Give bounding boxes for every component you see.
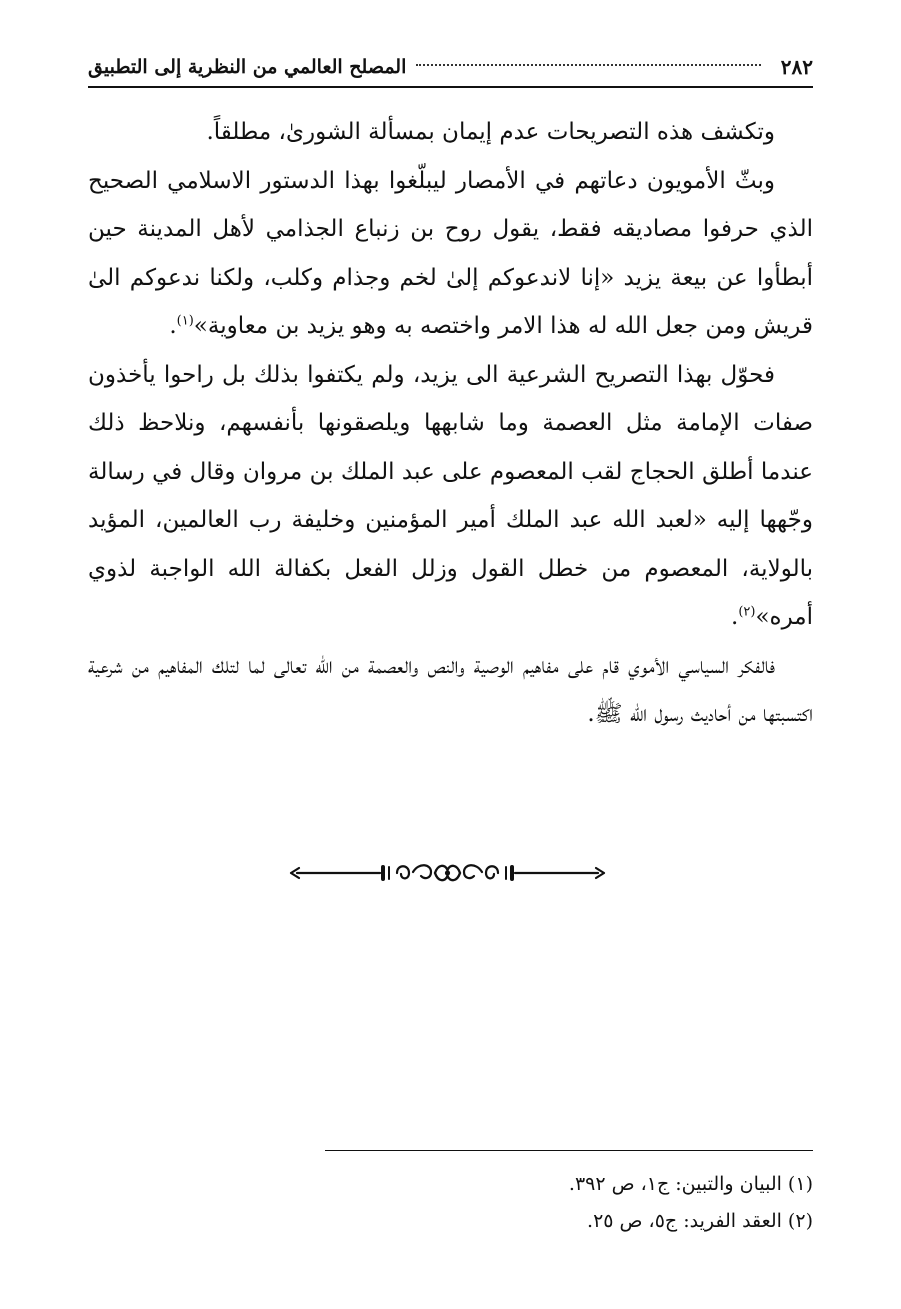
paragraph: [88, 642, 813, 739]
body-text: [88, 108, 813, 739]
paragraph-text: وتكشف هذه التصريحات عدم إيمان بمسألة الشورىٰ، مطلقاً.: [206, 119, 775, 145]
footnote: (١) البيان والتبين: ج١، ص ٣٩٢.: [568, 1173, 813, 1195]
header-leader-dots: [416, 64, 760, 66]
footnote-reference: (٢): [738, 604, 756, 620]
paragraph: [88, 108, 813, 157]
footnotes: [88, 1166, 813, 1240]
page-number: ٢٨٢: [780, 55, 813, 79]
book-title: المصلح العالمي من النظرية إلى التطبيق: [88, 56, 407, 78]
footnote-separator: [325, 1150, 813, 1151]
paragraph-text: وبثّ الأمويون دعاتهم في الأمصار ليبلّغوا بهذا الدستور الاسلامي الصحيح الذي حرفوا مصاديقه فقط، يقول روح بن زنباع الجذامي لأهل المدينة حين أبطأوا عن بيعة يزيد «إنا لاندعوكم إلىٰ لخم وجذام وكلب، ولكنا ندعوكم الىٰ قريش ومن جعل الله له هذا الامر واختصه به وهو يزيد بن معاوية»: [88, 167, 813, 339]
paragraph-text: فحوّل بهذا التصريح الشرعية الى يزيد، ولم يكتفوا بذلك بل راحوا يأخذون صفات الإمامة مثل العصمة وما شابهها ويلصقونها بأنفسهم، ونلاحظ ذلك عندما أطلق الحجاج لقب المعصوم على عبد الملك بن مروان وقال في رسالة وجّهها إليه «لعبد الله عبد الملك أمير المؤمنين وخليفة رب العالمين، المؤيد بالولاية، المعصوم من خطل القول وزلل الفعل بكفالة الله الواجبة لذوي أمره»: [88, 361, 813, 630]
running-header: [88, 48, 813, 88]
footnote: (٢) العقد الفريد: ج٥، ص ٢٥.: [587, 1210, 813, 1232]
decorative-divider-icon: [285, 858, 610, 888]
footnote-reference: (١): [176, 313, 194, 329]
paragraph-text: فالفكر السياسي الأموي قام على مفاهيم الوصية والنص والعصمة من الله تعالى لما لتلك المفاهيم من شرعية اكتسبتها من أحاديث رسول الله ﷺ.: [88, 652, 813, 727]
paragraph: وبثّ الأمويون دعاتهم في الأمصار ليبلّغوا بهذا الدستور الاسلامي الصحيح الذي حرفوا مصاديقه فقط، يقول روح بن زنباع الجذامي لأهل المدينة حين أبطأوا عن بيعة يزيد «إنا لاندعوكم إلىٰ لخم وجذام وكلب، ولكنا ندعوكم الىٰ قريش ومن جعل الله له هذا الامر واختصه به وهو يزيد بن معاوية»$^{(١)}$.: [88, 167, 813, 339]
paragraph: فحوّل بهذا التصريح الشرعية الى يزيد، ولم يكتفوا بذلك بل راحوا يأخذون صفات الإمامة مثل العصمة وما شابهها ويلصقونها بأنفسهم، ونلاحظ ذلك عندما أطلق الحجاج لقب المعصوم على عبد الملك بن مروان وقال في رسالة وجّهها إليه «لعبد الله عبد الملك أمير المؤمنين وخليفة رب العالمين، المؤيد بالولاية، المعصوم من خطل القول وزلل الفعل بكفالة الله الواجبة لذوي أمره»$^{(٢)}$.: [88, 361, 813, 630]
